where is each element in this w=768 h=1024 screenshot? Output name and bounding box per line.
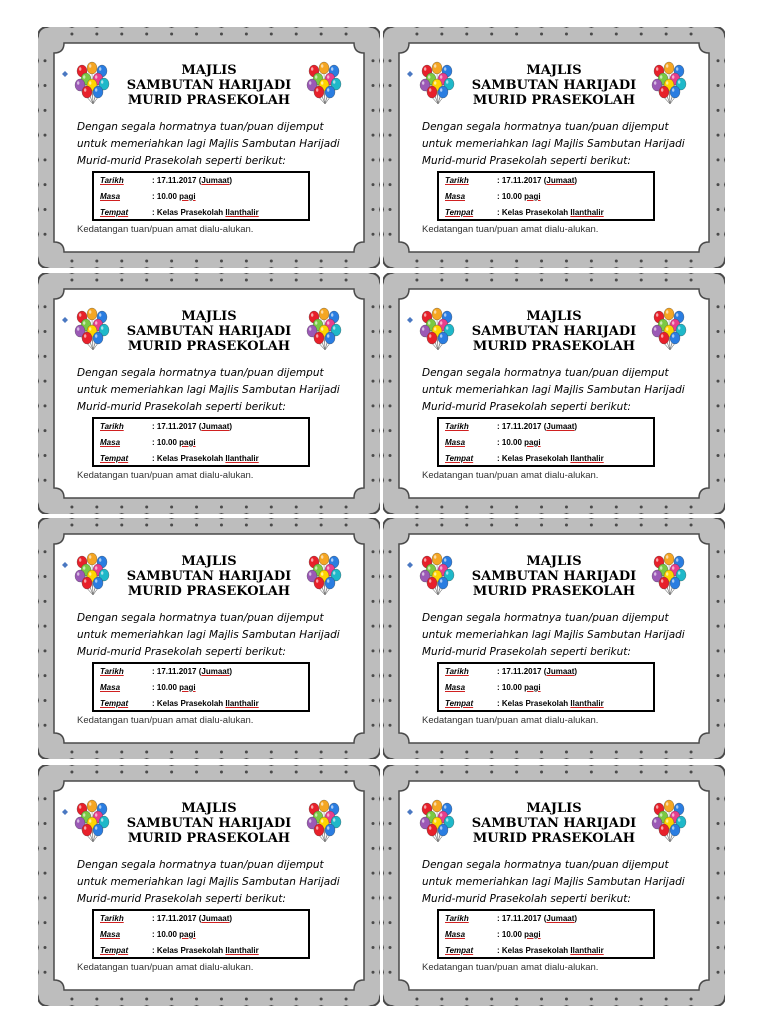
- invitation-card: [38, 27, 380, 268]
- tarikh-label: Tarikh: [445, 667, 469, 676]
- event-details-box: [92, 909, 310, 959]
- welcome-footer: Kedatangan tuan/puan amat dialu-alukan.: [422, 715, 599, 726]
- detail-row-tempat: [445, 946, 604, 955]
- detail-row-masa: [100, 683, 196, 692]
- title-line: MAJLIS: [181, 63, 237, 78]
- title-line: SAMBUTAN HARIJADI: [126, 78, 292, 93]
- event-details-box: [437, 417, 655, 467]
- tempat-value: : Kelas Prasekolah Ilanthalir: [497, 946, 604, 955]
- tempat-label: Tempat: [445, 454, 474, 463]
- tempat-value: : Kelas Prasekolah Ilanthalir: [497, 208, 604, 217]
- tarikh-label: Tarikh: [100, 914, 124, 923]
- welcome-footer: Kedatangan tuan/puan amat dialu-alukan.: [422, 962, 599, 973]
- invitation-line: Murid-murid Prasekolah seperti berikut:: [422, 155, 631, 167]
- title-line: SAMBUTAN HARIJADI: [126, 816, 292, 831]
- detail-row-tarikh: [100, 176, 232, 185]
- masa-label: Masa: [445, 192, 466, 201]
- card-content: [399, 534, 709, 743]
- invitation-line: Murid-murid Prasekolah seperti berikut:: [422, 401, 631, 413]
- invitation-text: [77, 610, 369, 661]
- invitation-line: Dengan segala hormatnya tuan/puan dijemput: [77, 121, 324, 133]
- card-title: [399, 554, 709, 599]
- invitation-text: [77, 119, 369, 170]
- invitation-line: untuk memeriahkan lagi Majlis Sambutan Harijadi: [422, 876, 685, 888]
- invitation-line: untuk memeriahkan lagi Majlis Sambutan Harijadi: [77, 384, 340, 396]
- tarikh-value: : 17.11.2017 (Jumaat): [152, 667, 233, 676]
- title-line: MAJLIS: [526, 801, 582, 816]
- welcome-footer: Kedatangan tuan/puan amat dialu-alukan.: [422, 470, 599, 481]
- detail-row-masa: [100, 930, 196, 939]
- invitation-card: [38, 518, 380, 759]
- tempat-label: Tempat: [445, 946, 474, 955]
- invitation-text: [422, 365, 714, 416]
- title-line: MAJLIS: [181, 309, 237, 324]
- invitation-line: Dengan segala hormatnya tuan/puan dijemput: [422, 859, 669, 871]
- invitation-line: Murid-murid Prasekolah seperti berikut:: [422, 893, 631, 905]
- title-line: MURID PRASEKOLAH: [127, 831, 291, 846]
- welcome-footer: Kedatangan tuan/puan amat dialu-alukan.: [77, 470, 254, 481]
- invitation-line: Dengan segala hormatnya tuan/puan dijemput: [77, 367, 324, 379]
- card-title: [399, 63, 709, 108]
- masa-value: : 10.00 pagi: [152, 438, 196, 447]
- masa-label: Masa: [445, 438, 466, 447]
- detail-row-tarikh: [445, 422, 577, 431]
- invitation-line: untuk memeriahkan lagi Majlis Sambutan Harijadi: [77, 629, 340, 641]
- title-line: SAMBUTAN HARIJADI: [126, 324, 292, 339]
- card-title: [54, 554, 364, 599]
- card-title: [399, 801, 709, 846]
- card-content: [399, 289, 709, 498]
- event-details-box: [92, 417, 310, 467]
- title-line: MURID PRASEKOLAH: [127, 93, 291, 108]
- invitation-line: untuk memeriahkan lagi Majlis Sambutan Harijadi: [422, 138, 685, 150]
- card-title: [54, 63, 364, 108]
- invitation-line: Dengan segala hormatnya tuan/puan dijemput: [422, 121, 669, 133]
- tarikh-value: : 17.11.2017 (Jumaat): [497, 667, 578, 676]
- title-line: MAJLIS: [181, 801, 237, 816]
- detail-row-masa: [100, 438, 196, 447]
- title-line: SAMBUTAN HARIJADI: [471, 569, 637, 584]
- tarikh-value: : 17.11.2017 (Jumaat): [152, 422, 233, 431]
- title-line: MURID PRASEKOLAH: [127, 584, 291, 599]
- invitation-card: [383, 518, 725, 759]
- detail-row-masa: [445, 192, 541, 201]
- invitation-line: untuk memeriahkan lagi Majlis Sambutan Harijadi: [422, 384, 685, 396]
- invitation-line: untuk memeriahkan lagi Majlis Sambutan Harijadi: [422, 629, 685, 641]
- masa-label: Masa: [100, 438, 121, 447]
- card-content: [399, 43, 709, 252]
- detail-row-tarikh: [445, 914, 577, 923]
- title-line: MURID PRASEKOLAH: [472, 584, 636, 599]
- invitation-line: Murid-murid Prasekolah seperti berikut:: [77, 401, 286, 413]
- invitation-line: untuk memeriahkan lagi Majlis Sambutan Harijadi: [77, 138, 340, 150]
- detail-row-tarikh: [100, 667, 232, 676]
- masa-label: Masa: [100, 683, 121, 692]
- welcome-footer: Kedatangan tuan/puan amat dialu-alukan.: [422, 224, 599, 235]
- invitation-card: [38, 765, 380, 1006]
- tarikh-label: Tarikh: [100, 176, 124, 185]
- title-line: SAMBUTAN HARIJADI: [471, 816, 637, 831]
- detail-row-tempat: [445, 699, 604, 708]
- masa-value: : 10.00 pagi: [497, 438, 541, 447]
- invitation-card: [383, 765, 725, 1006]
- detail-row-masa: [445, 930, 541, 939]
- card-title: [54, 309, 364, 354]
- tempat-value: : Kelas Prasekolah Ilanthalir: [497, 699, 604, 708]
- tempat-label: Tempat: [100, 699, 129, 708]
- card-content: [54, 781, 364, 990]
- detail-row-tempat: [445, 208, 604, 217]
- tempat-label: Tempat: [445, 699, 474, 708]
- card-content: [54, 289, 364, 498]
- welcome-footer: Kedatangan tuan/puan amat dialu-alukan.: [77, 962, 254, 973]
- masa-label: Masa: [100, 930, 121, 939]
- card-content: [54, 534, 364, 743]
- tempat-value: : Kelas Prasekolah Ilanthalir: [152, 208, 259, 217]
- tarikh-value: : 17.11.2017 (Jumaat): [497, 914, 578, 923]
- invitation-card: [383, 273, 725, 514]
- invitation-text: [422, 610, 714, 661]
- card-content: [399, 781, 709, 990]
- detail-row-tarikh: [445, 667, 577, 676]
- invitation-line: Murid-murid Prasekolah seperti berikut:: [77, 155, 286, 167]
- masa-label: Masa: [100, 192, 121, 201]
- tempat-label: Tempat: [445, 208, 474, 217]
- invitation-line: Dengan segala hormatnya tuan/puan dijemput: [422, 612, 669, 624]
- title-line: SAMBUTAN HARIJADI: [471, 324, 637, 339]
- invitation-text: [77, 365, 369, 416]
- invitation-line: Murid-murid Prasekolah seperti berikut:: [77, 646, 286, 658]
- tarikh-label: Tarikh: [100, 422, 124, 431]
- invitation-text: [422, 119, 714, 170]
- event-details-box: [92, 171, 310, 221]
- tempat-label: Tempat: [100, 454, 129, 463]
- detail-row-tempat: [100, 699, 259, 708]
- card-title: [54, 801, 364, 846]
- card-title: [399, 309, 709, 354]
- tempat-value: : Kelas Prasekolah Ilanthalir: [152, 946, 259, 955]
- detail-row-tempat: [100, 208, 259, 217]
- tempat-label: Tempat: [100, 208, 129, 217]
- title-line: MAJLIS: [526, 554, 582, 569]
- masa-value: : 10.00 pagi: [497, 192, 541, 201]
- invitation-card: [38, 273, 380, 514]
- invitation-line: Murid-murid Prasekolah seperti berikut:: [422, 646, 631, 658]
- tempat-label: Tempat: [100, 946, 129, 955]
- title-line: MURID PRASEKOLAH: [472, 831, 636, 846]
- title-line: MURID PRASEKOLAH: [127, 339, 291, 354]
- invitation-line: Dengan segala hormatnya tuan/puan dijemput: [77, 612, 324, 624]
- detail-row-tarikh: [445, 176, 577, 185]
- event-details-box: [437, 171, 655, 221]
- card-content: [54, 43, 364, 252]
- detail-row-tarikh: [100, 914, 232, 923]
- tarikh-label: Tarikh: [445, 422, 469, 431]
- title-line: MURID PRASEKOLAH: [472, 93, 636, 108]
- event-details-box: [92, 662, 310, 712]
- title-line: MAJLIS: [526, 309, 582, 324]
- masa-label: Masa: [445, 683, 466, 692]
- tempat-value: : Kelas Prasekolah Ilanthalir: [152, 454, 259, 463]
- welcome-footer: Kedatangan tuan/puan amat dialu-alukan.: [77, 715, 254, 726]
- title-line: MURID PRASEKOLAH: [472, 339, 636, 354]
- invitation-line: untuk memeriahkan lagi Majlis Sambutan Harijadi: [77, 876, 340, 888]
- masa-value: : 10.00 pagi: [152, 192, 196, 201]
- detail-row-masa: [445, 438, 541, 447]
- welcome-footer: Kedatangan tuan/puan amat dialu-alukan.: [77, 224, 254, 235]
- masa-value: : 10.00 pagi: [497, 683, 541, 692]
- masa-value: : 10.00 pagi: [497, 930, 541, 939]
- title-line: MAJLIS: [526, 63, 582, 78]
- title-line: MAJLIS: [181, 554, 237, 569]
- invitation-line: Dengan segala hormatnya tuan/puan dijemput: [77, 859, 324, 871]
- detail-row-tempat: [100, 454, 259, 463]
- tempat-value: : Kelas Prasekolah Ilanthalir: [497, 454, 604, 463]
- masa-value: : 10.00 pagi: [152, 930, 196, 939]
- tarikh-value: : 17.11.2017 (Jumaat): [152, 176, 233, 185]
- tempat-value: : Kelas Prasekolah Ilanthalir: [152, 699, 259, 708]
- detail-row-masa: [445, 683, 541, 692]
- tarikh-label: Tarikh: [445, 914, 469, 923]
- invitation-text: [422, 857, 714, 908]
- event-details-box: [437, 662, 655, 712]
- title-line: SAMBUTAN HARIJADI: [126, 569, 292, 584]
- invitation-line: Murid-murid Prasekolah seperti berikut:: [77, 893, 286, 905]
- detail-row-masa: [100, 192, 196, 201]
- invitation-line: Dengan segala hormatnya tuan/puan dijemput: [422, 367, 669, 379]
- invitation-card: [383, 27, 725, 268]
- tarikh-value: : 17.11.2017 (Jumaat): [497, 422, 578, 431]
- invitation-text: [77, 857, 369, 908]
- masa-label: Masa: [445, 930, 466, 939]
- title-line: SAMBUTAN HARIJADI: [471, 78, 637, 93]
- tarikh-label: Tarikh: [100, 667, 124, 676]
- detail-row-tarikh: [100, 422, 232, 431]
- event-details-box: [437, 909, 655, 959]
- masa-value: : 10.00 pagi: [152, 683, 196, 692]
- detail-row-tempat: [100, 946, 259, 955]
- detail-row-tempat: [445, 454, 604, 463]
- tarikh-value: : 17.11.2017 (Jumaat): [152, 914, 233, 923]
- tarikh-value: : 17.11.2017 (Jumaat): [497, 176, 578, 185]
- tarikh-label: Tarikh: [445, 176, 469, 185]
